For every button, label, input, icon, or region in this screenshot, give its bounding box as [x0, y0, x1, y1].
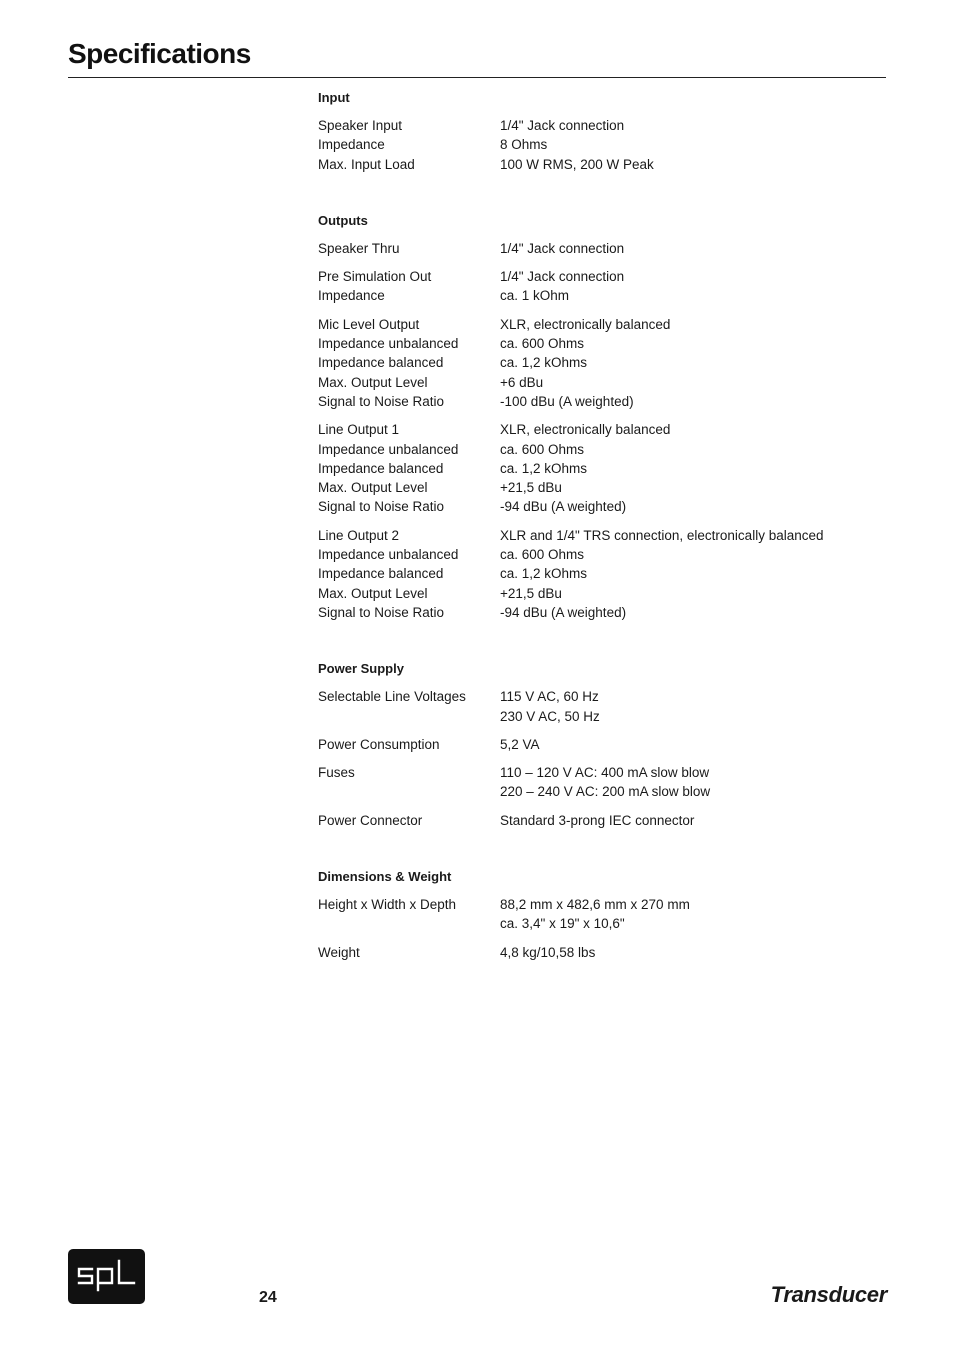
spec-row	[318, 735, 878, 754]
spec-value: 1/4" Jack connection	[500, 269, 625, 285]
spec-row	[318, 584, 878, 603]
spec-row	[318, 353, 878, 372]
spec-row	[318, 526, 878, 545]
spec-row	[318, 782, 878, 801]
spec-row	[318, 440, 878, 459]
spec-label: Selectable Line Voltages	[318, 689, 466, 705]
spec-row	[318, 392, 878, 411]
spec-label: Impedance unbalanced	[318, 547, 459, 563]
spec-label	[318, 707, 500, 726]
spec-group	[318, 895, 878, 934]
spec-group	[318, 526, 878, 622]
spec-value: 115 V AC, 60 Hz	[500, 689, 599, 705]
spec-value: 230 V AC, 50 Hz	[500, 708, 600, 724]
spec-value: 100 W RMS, 200 W Peak	[500, 156, 654, 172]
spec-group	[318, 735, 878, 754]
spec-value: ca. 600 Ohms	[500, 336, 585, 352]
page-title: Specifications	[68, 38, 251, 69]
spec-row	[318, 155, 878, 174]
spec-row	[318, 763, 878, 782]
spec-row	[318, 116, 878, 135]
spec-label: Impedance unbalanced	[318, 336, 459, 352]
spec-group	[318, 943, 878, 962]
spec-group	[318, 420, 878, 516]
specifications-table	[318, 88, 878, 999]
spec-label: Speaker Thru	[318, 240, 400, 256]
spec-label: Impedance balanced	[318, 355, 444, 371]
spec-group	[318, 116, 878, 174]
spec-value: -94 dBu (A weighted)	[500, 499, 627, 515]
title-divider	[68, 77, 886, 78]
spec-row	[318, 564, 878, 583]
spec-value: 110 – 120 V AC: 400 mA slow blow	[500, 765, 710, 781]
spec-section	[318, 867, 878, 962]
spec-value: ca. 1,2 kOhms	[500, 566, 588, 582]
spec-row	[318, 267, 878, 286]
spec-label: Impedance	[318, 137, 385, 153]
spec-value: 5,2 VA	[500, 736, 540, 752]
spec-label: Signal to Noise Ratio	[318, 393, 445, 409]
product-name: Transducer	[770, 1282, 887, 1307]
spec-value: ca. 1 kOhm	[500, 288, 570, 304]
spec-row	[318, 334, 878, 353]
spec-group	[318, 267, 878, 306]
spec-value: XLR, electronically balanced	[500, 422, 671, 438]
section-title: Outputs	[318, 212, 368, 228]
spl-logo	[68, 1249, 145, 1304]
spec-row	[318, 545, 878, 564]
spec-row	[318, 707, 878, 726]
spec-group	[318, 811, 878, 830]
spec-row	[318, 135, 878, 154]
spec-label: Max. Output Level	[318, 585, 428, 601]
spec-row	[318, 420, 878, 439]
spec-row	[318, 603, 878, 622]
spec-value: ca. 600 Ohms	[500, 441, 585, 457]
spec-value: -100 dBu (A weighted)	[500, 393, 634, 409]
spec-label: Max. Input Load	[318, 156, 415, 172]
spec-value: 88,2 mm x 482,6 mm x 270 mm	[500, 897, 690, 913]
spec-value: -94 dBu (A weighted)	[500, 604, 627, 620]
spec-group	[318, 763, 878, 802]
spec-label: Power Consumption	[318, 736, 440, 752]
spec-value: +6 dBu	[500, 374, 544, 390]
spec-value: 4,8 kg/10,58 lbs	[500, 944, 596, 960]
spec-row	[318, 943, 878, 962]
spec-label: Impedance balanced	[318, 460, 444, 476]
spec-row	[318, 239, 878, 258]
section-title: Dimensions & Weight	[318, 869, 452, 885]
spec-group	[318, 239, 878, 258]
spec-label: Impedance	[318, 288, 385, 304]
spec-group	[318, 315, 878, 411]
spec-section	[318, 211, 878, 622]
spec-row	[318, 914, 878, 933]
spec-row	[318, 286, 878, 305]
spec-label	[318, 782, 500, 801]
spec-value: +21,5 dBu	[500, 585, 562, 601]
spec-label: Fuses	[318, 765, 355, 781]
spec-value: XLR and 1/4" TRS connection, electronically balanced	[500, 527, 824, 543]
spec-value: 1/4" Jack connection	[500, 240, 625, 256]
spec-label: Weight	[318, 944, 360, 960]
spec-label: Impedance unbalanced	[318, 441, 459, 457]
spec-row	[318, 687, 878, 706]
spec-section	[318, 88, 878, 174]
spec-value: ca. 1,2 kOhms	[500, 355, 588, 371]
page-number: 24	[259, 1289, 277, 1306]
spec-label	[318, 914, 500, 933]
spec-value: Standard 3-prong IEC connector	[500, 812, 695, 828]
spec-label: Power Connector	[318, 812, 423, 828]
spec-label: Max. Output Level	[318, 480, 428, 496]
spec-label: Line Output 1	[318, 422, 400, 438]
spec-label: Signal to Noise Ratio	[318, 604, 445, 620]
spec-label: Line Output 2	[318, 527, 400, 543]
spl-logo-icon	[68, 1249, 145, 1304]
spec-row	[318, 315, 878, 334]
spec-value: 1/4" Jack connection	[500, 118, 625, 133]
spec-label: Max. Output Level	[318, 374, 428, 390]
spec-value: +21,5 dBu	[500, 480, 562, 496]
section-title: Input	[318, 90, 350, 105]
section-title: Power Supply	[318, 661, 404, 677]
spec-label: Speaker Input	[318, 118, 403, 133]
spec-section	[318, 659, 878, 830]
spec-label: Height x Width x Depth	[318, 897, 457, 913]
spec-row	[318, 811, 878, 830]
spec-value: ca. 3,4" x 19" x 10,6"	[500, 916, 625, 932]
spec-row	[318, 497, 878, 516]
spec-row	[318, 459, 878, 478]
spec-row	[318, 895, 878, 914]
spec-value: 220 – 240 V AC: 200 mA slow blow	[500, 784, 711, 800]
spec-label: Impedance balanced	[318, 566, 444, 582]
spec-row	[318, 373, 878, 392]
spec-label: Mic Level Output	[318, 316, 420, 332]
spec-value: ca. 1,2 kOhms	[500, 460, 588, 476]
spec-group	[318, 687, 878, 726]
spec-row	[318, 478, 878, 497]
spec-value: ca. 600 Ohms	[500, 547, 585, 563]
spec-value: XLR, electronically balanced	[500, 316, 671, 332]
spec-value: 8 Ohms	[500, 137, 548, 153]
spec-label: Signal to Noise Ratio	[318, 499, 445, 515]
spec-label: Pre Simulation Out	[318, 269, 432, 285]
